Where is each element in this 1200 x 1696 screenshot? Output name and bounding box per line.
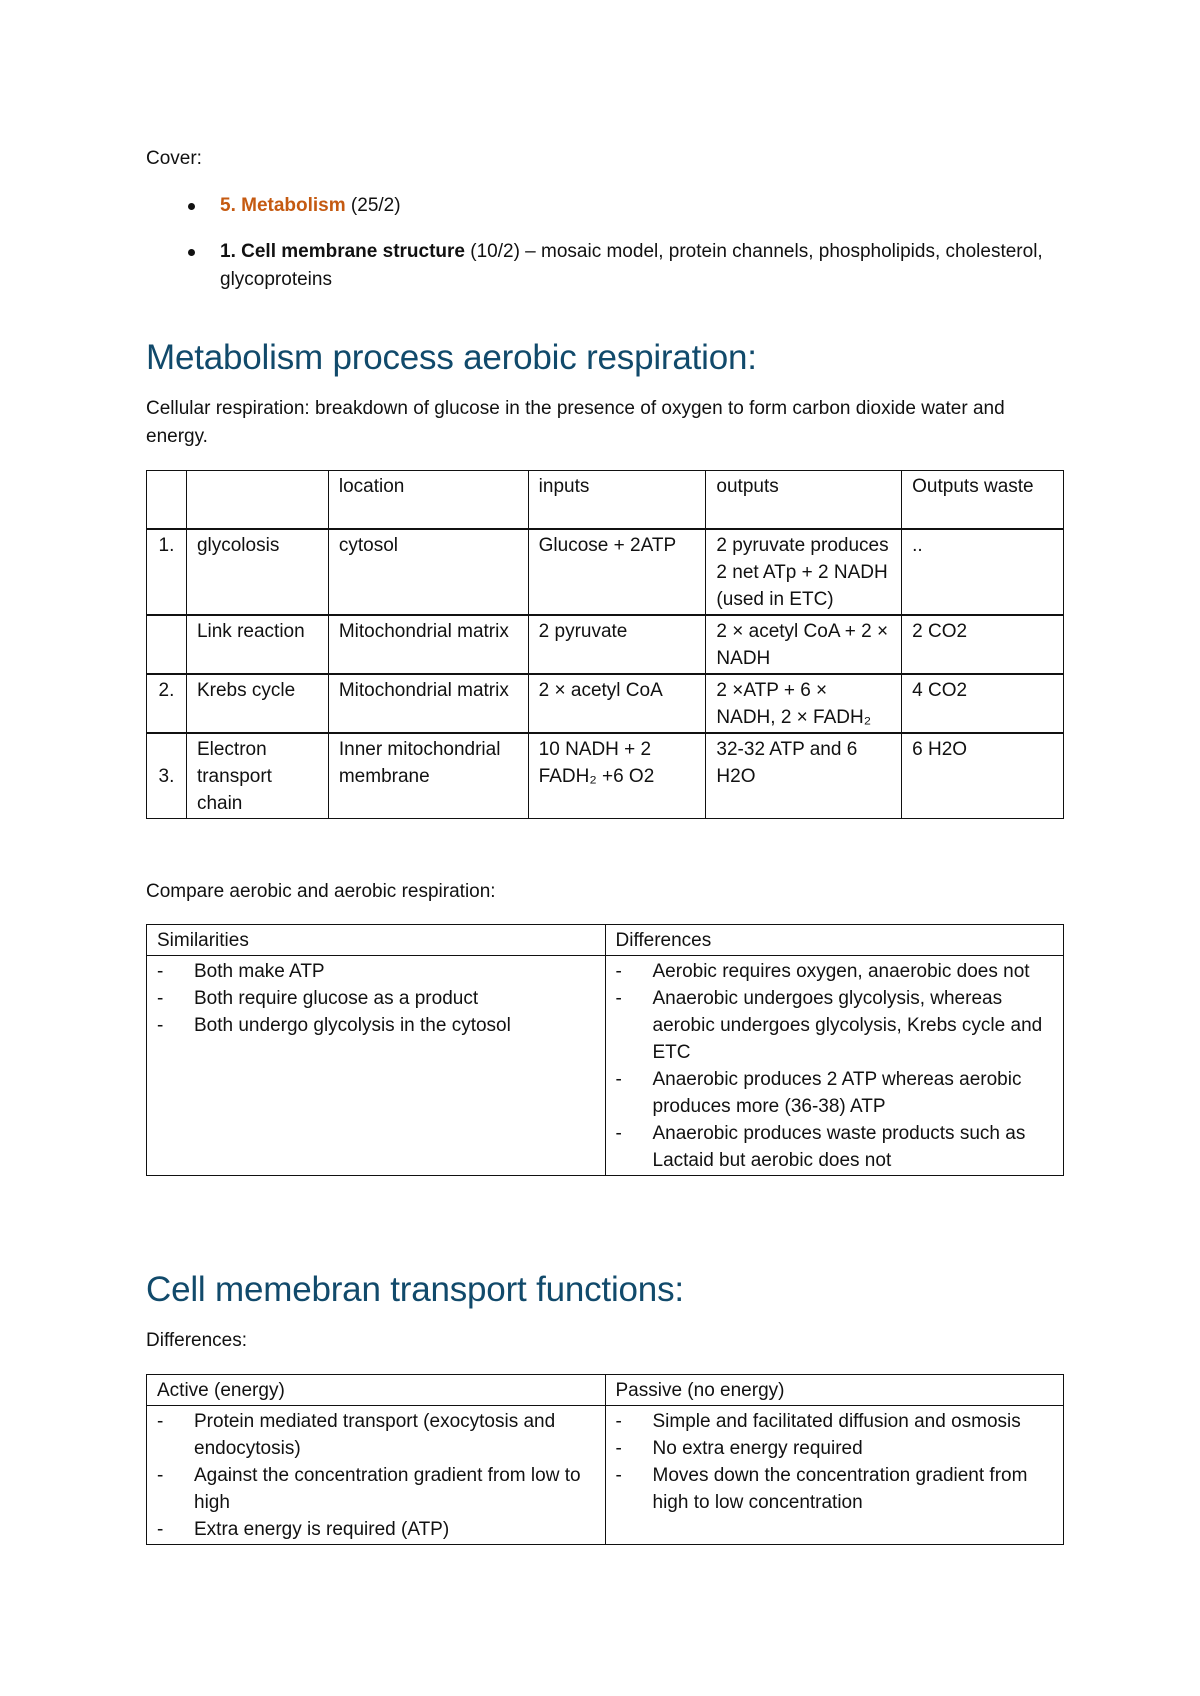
stage-name: Electron transport chain xyxy=(186,733,328,819)
stage-outputs: 32-32 ATP and 6 H2O xyxy=(706,733,902,819)
passive-list xyxy=(616,1408,1054,1516)
list-item: - No extra energy required xyxy=(616,1435,1054,1462)
table-row xyxy=(147,956,1064,1176)
stage-waste: 4 CO2 xyxy=(902,674,1064,733)
passive-header: Passive (no energy) xyxy=(605,1375,1064,1406)
stage-waste: 6 H2O xyxy=(902,733,1064,819)
stage-waste: .. xyxy=(902,529,1064,615)
stage-location: Mitochondrial matrix xyxy=(328,615,528,674)
cover-item-title: 5. Metabolism xyxy=(220,195,346,216)
stage-inputs: Glucose + 2ATP xyxy=(528,529,706,615)
cover-item xyxy=(146,238,1064,294)
compare-intro: Compare aerobic and aerobic respiration: xyxy=(146,881,496,902)
list-item: - Both make ATP xyxy=(157,958,595,985)
list-item: - Extra energy is required (ATP) xyxy=(157,1516,595,1543)
cover-label: Cover: xyxy=(146,148,202,169)
transport-intro: Differences: xyxy=(146,1330,248,1351)
stage-number: 2. xyxy=(147,674,187,733)
stage-number: 3. xyxy=(147,733,187,819)
list-item: - Anaerobic produces 2 ATP whereas aerobic produces more (36-38) ATP xyxy=(616,1066,1054,1120)
stage-name: Krebs cycle xyxy=(186,674,328,733)
stage-location: Mitochondrial matrix xyxy=(328,674,528,733)
cover-item xyxy=(146,192,1064,220)
section-heading-metabolism: Metabolism process aerobic respiration: xyxy=(146,338,757,377)
stage-outputs: 2 ×ATP + 6 × NADH, 2 × FADH₂ xyxy=(706,674,902,733)
table-row xyxy=(147,529,1064,615)
transport-table xyxy=(146,1374,1064,1545)
respiration-definition: Cellular respiration: breakdown of glucose in the presence of oxygen to form carbon dioxide water and energy. xyxy=(146,398,1005,447)
list-item: - Both undergo glycolysis in the cytosol xyxy=(157,1012,595,1039)
table-row xyxy=(147,615,1064,674)
table-row xyxy=(147,1406,1064,1545)
table-header-row xyxy=(147,925,1064,956)
table-header-row xyxy=(147,1375,1064,1406)
stage-inputs: 2 × acetyl CoA xyxy=(528,674,706,733)
differences-header: Differences xyxy=(605,925,1064,956)
table-header-cell: Outputs waste xyxy=(902,471,1064,530)
stage-name: Link reaction xyxy=(186,615,328,674)
active-list xyxy=(157,1408,595,1543)
differences-list xyxy=(616,958,1054,1174)
table-header-cell: location xyxy=(328,471,528,530)
differences-cell xyxy=(605,956,1064,1176)
similarities-cell xyxy=(147,956,606,1176)
similarities-header: Similarities xyxy=(147,925,606,956)
stage-inputs: 10 NADH + 2 FADH₂ +6 O2 xyxy=(528,733,706,819)
table-header-cell xyxy=(186,471,328,530)
cover-list xyxy=(146,192,1064,312)
section-heading-transport: Cell memebran transport functions: xyxy=(146,1270,684,1309)
list-item: - Simple and facilitated diffusion and osmosis xyxy=(616,1408,1054,1435)
stage-inputs: 2 pyruvate xyxy=(528,615,706,674)
cover-item-detail: (10/2) – mosaic model, protein channels, phospholipids, cholesterol, glycoproteins xyxy=(220,241,1043,290)
active-header: Active (energy) xyxy=(147,1375,606,1406)
active-cell xyxy=(147,1406,606,1545)
stage-waste: 2 CO2 xyxy=(902,615,1064,674)
passive-cell xyxy=(605,1406,1064,1545)
table-header-cell xyxy=(147,471,187,530)
table-row xyxy=(147,733,1064,819)
similarities-list xyxy=(157,958,595,1039)
cover-item-detail: (25/2) xyxy=(345,195,401,216)
stage-outputs: 2 pyruvate produces 2 net ATp + 2 NADH (used in ETC) xyxy=(706,529,902,615)
list-item: - Aerobic requires oxygen, anaerobic does not xyxy=(616,958,1054,985)
stage-outputs: 2 × acetyl CoA + 2 × NADH xyxy=(706,615,902,674)
compare-table xyxy=(146,924,1064,1176)
stage-location: Inner mitochondrial membrane xyxy=(328,733,528,819)
table-row xyxy=(147,674,1064,733)
table-header-cell: outputs xyxy=(706,471,902,530)
stage-location: cytosol xyxy=(328,529,528,615)
list-item: - Anaerobic undergoes glycolysis, whereas aerobic undergoes glycolysis, Krebs cycle and ETC xyxy=(616,985,1054,1066)
stage-number: 1. xyxy=(147,529,187,615)
list-item: - Anaerobic produces waste products such as Lactaid but aerobic does not xyxy=(616,1120,1054,1174)
table-header-row xyxy=(147,471,1064,530)
list-item: - Both require glucose as a product xyxy=(157,985,595,1012)
list-item: - Moves down the concentration gradient from high to low concentration xyxy=(616,1462,1054,1516)
list-item: - Protein mediated transport (exocytosis and endocytosis) xyxy=(157,1408,595,1462)
list-item: - Against the concentration gradient from low to high xyxy=(157,1462,595,1516)
stage-name: glycolosis xyxy=(186,529,328,615)
stage-number xyxy=(147,615,187,674)
table-header-cell: inputs xyxy=(528,471,706,530)
cover-item-title: 1. Cell membrane structure xyxy=(220,241,465,262)
respiration-stages-table xyxy=(146,470,1064,819)
